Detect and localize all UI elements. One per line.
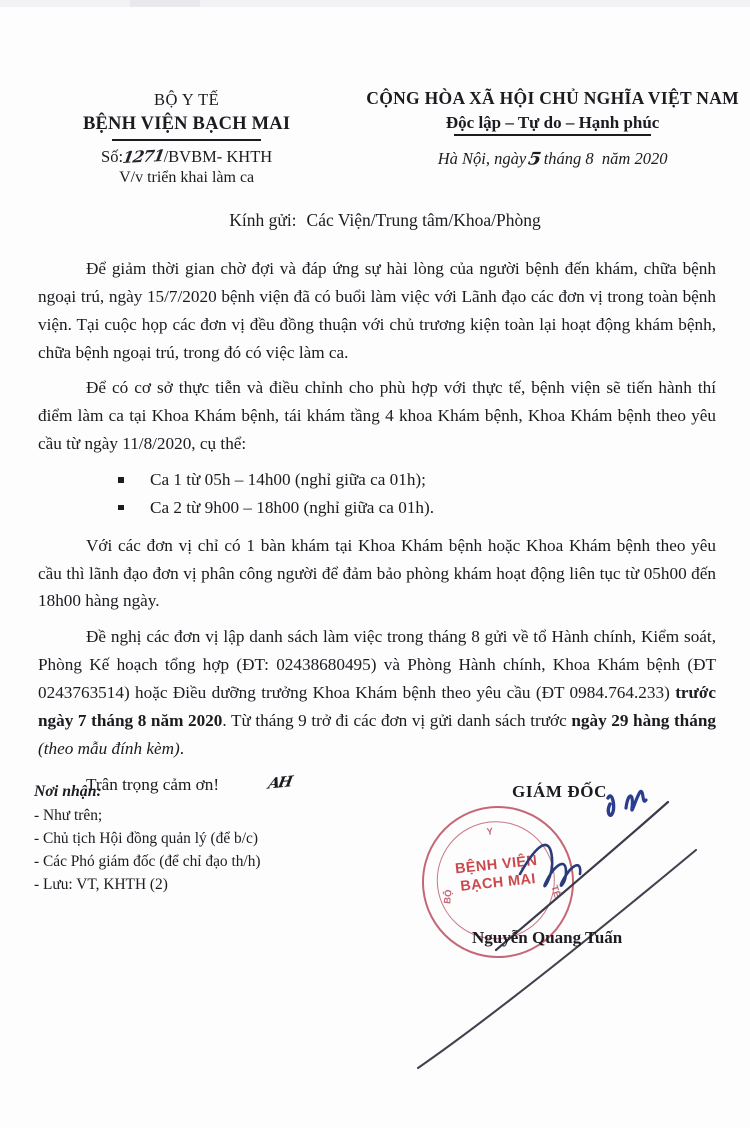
document-number-prefix: Số: [101,146,124,166]
seal-center-text [422,848,573,900]
dateline [355,149,750,169]
hospital-name-underline [112,139,261,141]
dateline-place: Hà Nội, ngày [437,149,527,168]
list-item: Ca 2 từ 9h00 – 18h00 (nghỉ giữa ca 01h). [116,494,716,522]
national-title: CỘNG HÒA XÃ HỘI CHỦ NGHĨA VIỆT NAM [366,88,739,108]
distribution-list [34,780,364,896]
paragraph-3: Với các đơn vị chỉ có 1 bàn khám tại Khoa Khám bệnh hoặc Khoa Khám bệnh theo yêu cầu thì lãnh đạo đơn vị phân công người để đảm bảo phòng khám hoạt động liên tục từ 05h00 đến 18h00 hàng ngày. [38,535,716,611]
list-item: - Lưu: VT, KHTH (2) [34,876,168,894]
national-motto-text: Độc lập – Tự do – Hạnh phúc [445,113,660,132]
document-body [38,255,716,806]
seal-rim-text-left: BỘ [442,889,455,905]
dateline-year: năm 2020 [601,149,668,168]
document-number [18,147,355,167]
paragraph-4-monthly-deadline-bold: ngày 29 hàng tháng [571,710,716,730]
national-heading-block [355,88,750,187]
document-number-handwritten: 1271 [121,145,166,167]
dateline-day-handwritten: 5 [527,148,543,169]
hospital-name-text: BỆNH VIỆN BẠCH MAI [82,113,291,134]
paragraph-4-part-c: . [179,738,185,758]
top-strip-segment-left [130,0,200,7]
document-number-suffix: /BVBM- KHTH [163,146,273,166]
paragraph-1: Để giảm thời gian chờ đợi và đáp ứng sự hài lòng của người bệnh đến khám, chữa bệnh ngoại trú, ngày 15/7/2020 bệnh viện đã có buổi làm việc với Lãnh đạo các đơn vị trong toàn bệnh viện. Tại cuộc họp các đơn vị đều đồng thuận với chủ trương kiện toàn lại hoạt động khám bệnh, chữa bệnh ngoại trú, trong đó có việc làm ca. [38,259,716,362]
paragraph-4-part-a: Đề nghị các đơn vị lập danh sách làm việc trong tháng 8 gửi về tổ Hành chính, Kiểm soát, Phòng Kế hoạch tổng hợp (ĐT: 02438680495) và Phòng Hành chính, Khoa Khám bệnh (ĐT 0243763514) hoặc Điều dưỡng trưởng Khoa Khám bệnh theo yêu cầu (ĐT 0984.764.233) [38,627,716,703]
issuing-authority-block [0,88,355,187]
seal-center-line-2: BẠCH MAI [459,871,537,896]
list-item: Ca 1 từ 05h – 14h00 (nghỉ giữa ca 01h); [116,466,716,494]
paragraph-2: Để có cơ sở thực tiễn và điều chỉnh cho phù hợp với thực tế, bệnh viện sẽ tiến hành thí điểm làm ca tại Khoa Khám bệnh, tái khám tầng 4 khoa Khám bệnh, Khoa Khám bệnh theo yêu cầu từ ngày 11/8/2020, cụ thể: [38,378,716,454]
list-item: - Các Phó giám đốc (để chỉ đạo th/h) [34,852,261,870]
signature-block [400,778,740,978]
list-item: - Như trên; [34,806,103,824]
seal-rim-text-right: TẾ [548,884,563,900]
seal-center-line-1: BỆNH VIỆN [454,852,539,878]
subject-reference: V/v triển khai làm ca [119,168,255,186]
national-motto [446,113,659,133]
handwritten-initial: AH [266,772,293,793]
hospital-name [83,112,290,138]
paragraph-4-deadline-bold: trước ngày 7 tháng 8 năm 2020 [38,683,716,730]
top-edge-strip [0,0,750,7]
signatory-name: Nguyễn Quang Tuấn [472,928,623,947]
shift-list [38,466,716,522]
national-motto-underline [454,134,650,136]
dateline-month: tháng 8 [543,149,594,168]
paragraph-4-attachment-note: (theo mẫu đính kèm) [38,738,180,758]
recipient-value: Các Viện/Trung tâm/Khoa/Phòng [306,210,541,230]
list-item: - Chủ tịch Hội đồng quản lý (để b/c) [34,829,258,847]
recipient-label: Kính gửi: [229,210,297,230]
seal-rim-text-top: Y [486,826,494,838]
signatory-title: GIÁM ĐỐC [512,782,607,801]
paragraph-4 [38,623,716,762]
distribution-list-title: Nơi nhận: [34,783,102,800]
document-header [0,88,750,187]
recipient-line [0,210,750,231]
closing-thanks-text: Trân trọng cảm ơn! [86,774,220,794]
paragraph-4-part-b: . Từ tháng 9 trở đi các đơn vị gửi danh sách trước [222,710,572,730]
ministry-name: BỘ Y TẾ [154,90,220,109]
